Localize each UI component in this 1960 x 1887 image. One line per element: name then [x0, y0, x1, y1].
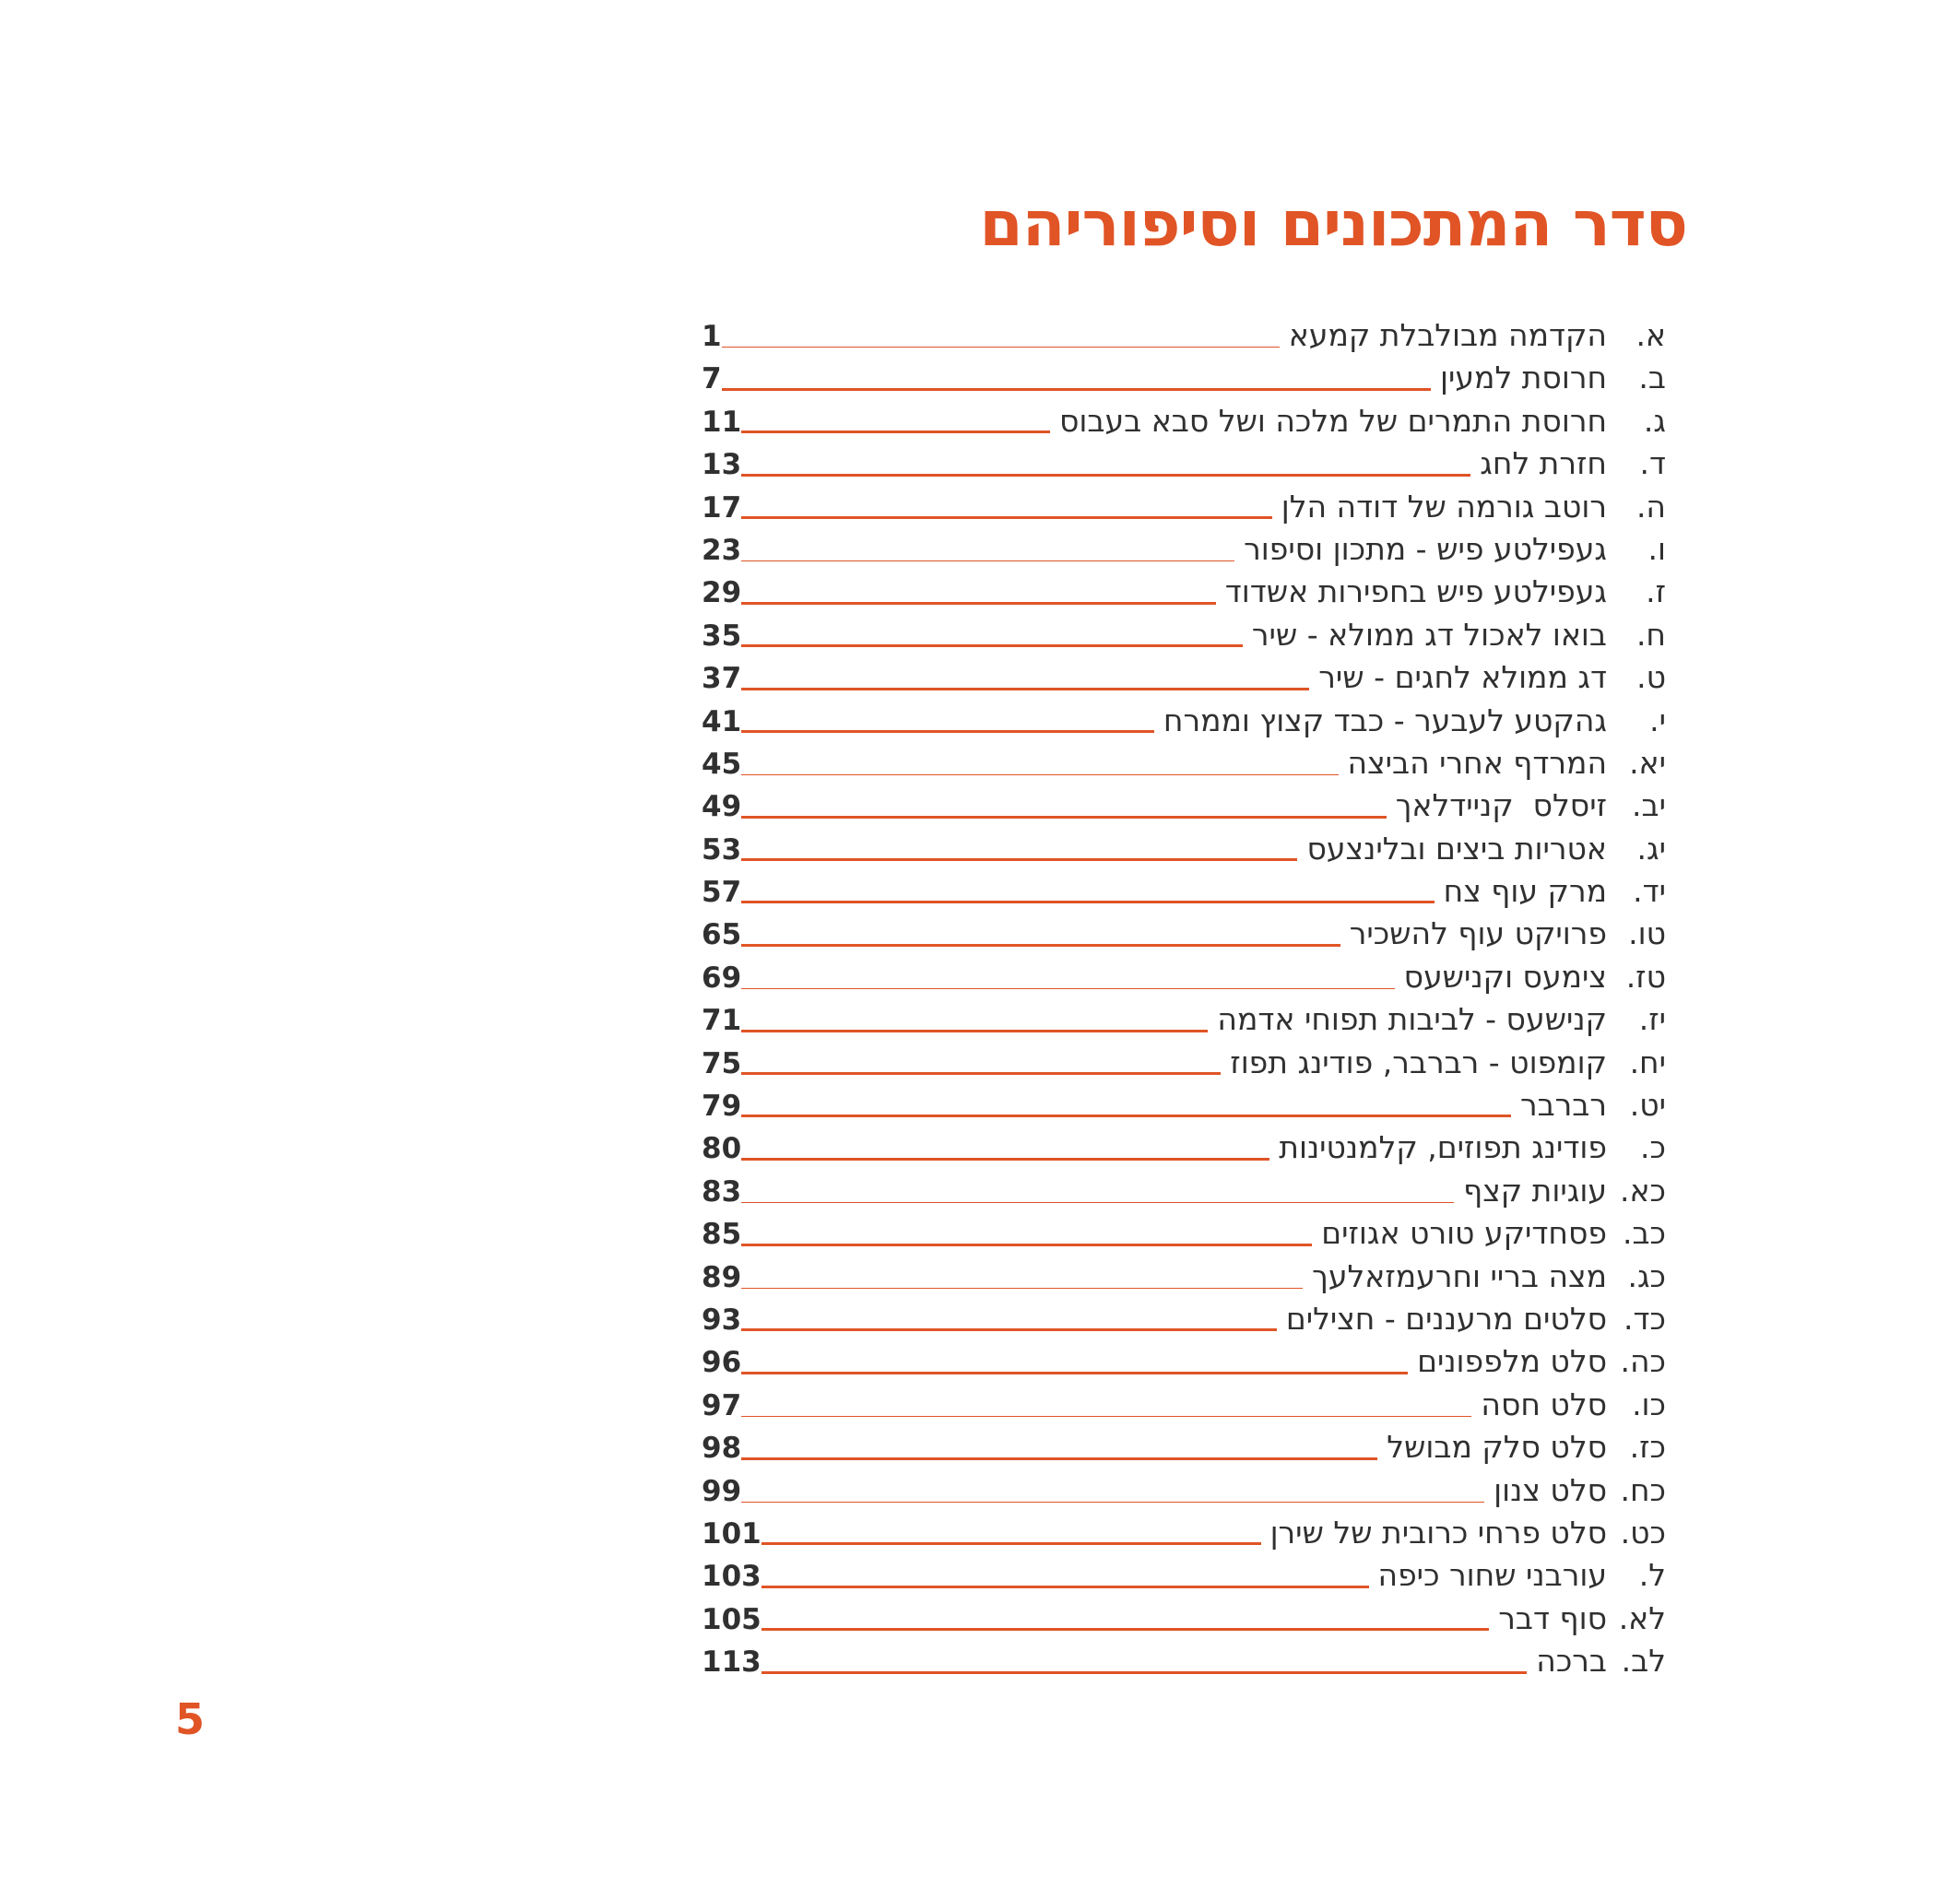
- toc-entry-page: 103: [702, 1560, 762, 1594]
- toc-row: [702, 1384, 1666, 1426]
- toc-entry-marker: כג.: [1627, 1257, 1666, 1294]
- toc-leader-line: [741, 516, 1272, 519]
- toc-row: [702, 913, 1666, 955]
- toc-entry-marker: טז.: [1625, 958, 1666, 995]
- toc-leader-line: [741, 1202, 1454, 1203]
- toc-entry-title: סלטים מרעננים - חצילים: [1285, 1300, 1607, 1337]
- toc-entry-title: סלט חסה: [1481, 1386, 1607, 1422]
- toc-entry-marker: כח.: [1620, 1471, 1666, 1508]
- toc-row: [702, 1126, 1666, 1169]
- toc-row: [702, 528, 1666, 571]
- toc-leader-line: [741, 1288, 1303, 1289]
- toc-leader-line: [741, 602, 1216, 605]
- toc-entry-marker: ט.: [1636, 659, 1666, 696]
- toc-leader-line: [741, 474, 1470, 477]
- toc-row: [702, 1426, 1666, 1468]
- toc-list: [702, 314, 1666, 1683]
- toc-entry-title: אטריות ביצים ובלינצעס: [1306, 830, 1607, 867]
- toc-entry-title: גהקטע לעבער - כבד קצוץ וממרח: [1163, 702, 1607, 738]
- toc-entry-title: בואו לאכול דג ממולא - שיר: [1251, 616, 1607, 653]
- toc-entry-page: 41: [702, 704, 742, 738]
- toc-entry-page: 75: [702, 1046, 742, 1080]
- toc-leader-line: [741, 1115, 1511, 1117]
- toc-entry-marker: יב.: [1632, 787, 1666, 824]
- toc-entry-marker: טו.: [1628, 915, 1666, 952]
- toc-row: [702, 486, 1666, 528]
- toc-leader-line: [741, 688, 1309, 690]
- toc-entry-title: חרוסת התמרים של מלכה ושל סבא בעבוס: [1059, 402, 1607, 439]
- toc-leader-line: [722, 388, 1431, 391]
- toc-leader-line: [741, 988, 1394, 989]
- toc-entry-marker: כו.: [1632, 1386, 1666, 1422]
- toc-entry-title: רוטב גורמה של דודה הלן: [1281, 488, 1607, 525]
- toc-entry-marker: יד.: [1633, 873, 1666, 910]
- toc-entry-marker: כה.: [1620, 1343, 1666, 1380]
- toc-leader-line: [722, 347, 1280, 348]
- toc-entry-marker: ז.: [1646, 573, 1666, 610]
- toc-entry-title: עורבני שחור כיפה: [1377, 1557, 1607, 1594]
- toc-row: [702, 357, 1666, 399]
- toc-entry-marker: כט.: [1620, 1514, 1666, 1551]
- toc-leader-line: [741, 901, 1435, 903]
- toc-leader-line: [741, 560, 1234, 561]
- toc-entry-title: מצה בריי וחרעמזאלעך: [1312, 1257, 1607, 1294]
- toc-row: [702, 870, 1666, 913]
- toc-entry-page: 99: [702, 1474, 742, 1508]
- toc-entry-title: עוגיות קצף: [1463, 1172, 1607, 1209]
- toc-leader-line: [741, 1072, 1221, 1075]
- toc-leader-line: [741, 730, 1154, 733]
- toc-entry-page: 80: [702, 1132, 742, 1166]
- toc-entry-page: 7: [702, 362, 722, 396]
- toc-row: [702, 1598, 1666, 1640]
- toc-entry-page: 23: [702, 533, 742, 567]
- toc-leader-line: [741, 858, 1297, 861]
- toc-row: [702, 442, 1666, 485]
- toc-entry-page: 17: [702, 490, 742, 525]
- toc-leader-line: [741, 1030, 1208, 1032]
- toc-entry-page: 57: [702, 876, 742, 910]
- toc-entry-title: סלט פרחי כרובית של שירן: [1269, 1514, 1607, 1551]
- toc-row: [702, 784, 1666, 827]
- toc-entry-marker: ח.: [1635, 616, 1666, 653]
- toc-entry-title: צימעס וקנישעס: [1403, 958, 1607, 995]
- toc-entry-title: סלט מלפפונים: [1417, 1343, 1607, 1380]
- toc-entry-page: 1: [702, 320, 722, 353]
- toc-row: [702, 314, 1666, 357]
- toc-leader-line: [741, 644, 1243, 647]
- toc-entry-title: הקדמה מבולבלת קמעא: [1288, 317, 1607, 353]
- toc-row: [702, 1469, 1666, 1512]
- toc-entry-page: 101: [702, 1516, 762, 1551]
- toc-entry-page: 29: [702, 576, 742, 610]
- toc-entry-page: 53: [702, 832, 742, 867]
- toc-entry-marker: ה.: [1635, 488, 1666, 525]
- toc-entry-marker: לא.: [1618, 1599, 1666, 1636]
- toc-entry-marker: יג.: [1636, 830, 1666, 867]
- toc-leader-line: [762, 1586, 1369, 1588]
- toc-entry-title: געפילטע פיש בחפירות אשדוד: [1224, 573, 1607, 610]
- toc-entry-page: 98: [702, 1432, 742, 1466]
- toc-row: [702, 828, 1666, 870]
- toc-entry-marker: כ.: [1640, 1129, 1666, 1166]
- toc-row: [702, 1340, 1666, 1383]
- toc-entry-marker: ל.: [1638, 1557, 1666, 1594]
- toc-entry-page: 89: [702, 1260, 742, 1294]
- toc-entry-marker: כד.: [1623, 1300, 1666, 1337]
- toc-entry-page: 45: [702, 747, 742, 781]
- toc-entry-marker: יא.: [1629, 744, 1666, 781]
- toc-entry-title: סלט צנון: [1494, 1471, 1607, 1508]
- toc-leader-line: [762, 1671, 1528, 1674]
- toc-entry-page: 93: [702, 1303, 742, 1337]
- toc-entry-title: המרדף אחרי הביצה: [1347, 744, 1607, 781]
- toc-entry-marker: כז.: [1629, 1429, 1666, 1466]
- footer-page-number: 5: [175, 1694, 206, 1744]
- toc-row: [702, 700, 1666, 742]
- toc-entry-marker: לב.: [1621, 1643, 1666, 1680]
- toc-entry-marker: א.: [1635, 317, 1666, 353]
- toc-row: [702, 1042, 1666, 1084]
- toc-leader-line: [741, 816, 1387, 819]
- toc-entry-title: קנישעס - לביבות תפוחי אדמה: [1217, 1001, 1607, 1038]
- toc-entry-page: 49: [702, 790, 742, 824]
- toc-entry-page: 79: [702, 1090, 742, 1124]
- toc-row: [702, 1170, 1666, 1212]
- toc-entry-page: 35: [702, 619, 742, 653]
- toc-entry-page: 11: [702, 405, 742, 439]
- toc-entry-page: 96: [702, 1346, 742, 1380]
- toc-entry-marker: יח.: [1629, 1044, 1666, 1080]
- toc-entry-title: פרויקט עוף להשכיר: [1349, 915, 1607, 952]
- toc-entry-page: 83: [702, 1174, 742, 1209]
- toc-entry-title: פסחדיקע טורט אגוזים: [1321, 1215, 1607, 1252]
- toc-entry-page: 37: [702, 662, 742, 696]
- toc-entry-title: מרק עוף צח: [1443, 873, 1607, 910]
- toc-entry-marker: כב.: [1622, 1215, 1666, 1252]
- toc-entry-title: חרוסת למעין: [1440, 360, 1607, 396]
- toc-entry-title: סוף דבר: [1498, 1599, 1607, 1636]
- toc-entry-marker: ג.: [1643, 402, 1666, 439]
- toc-leader-line: [741, 1457, 1377, 1460]
- toc-entry-marker: ו.: [1647, 530, 1666, 567]
- toc-row: [702, 998, 1666, 1041]
- toc-entry-title: זיסלס קניידלאך: [1395, 787, 1607, 824]
- toc-entry-page: 97: [702, 1388, 742, 1422]
- toc-entry-marker: יז.: [1638, 1001, 1666, 1038]
- toc-leader-line: [741, 774, 1338, 775]
- toc-leader-line: [741, 1158, 1269, 1161]
- toc-entry-title: סלט סלק מבושל: [1387, 1429, 1607, 1466]
- toc-entry-title: ברכה: [1536, 1643, 1607, 1680]
- toc-entry-page: 69: [702, 961, 742, 995]
- toc-entry-title: חזרת לחג: [1480, 445, 1607, 482]
- toc-leader-line: [741, 944, 1340, 947]
- toc-entry-marker: ד.: [1639, 445, 1666, 482]
- toc-entry-marker: ב.: [1638, 360, 1666, 396]
- toc-leader-line: [741, 1372, 1408, 1374]
- toc-row: [702, 1298, 1666, 1340]
- toc-entry-title: פודינג תפוזים, קלמנטינות: [1279, 1129, 1607, 1166]
- toc-row: [702, 614, 1666, 656]
- toc-entry-page: 105: [702, 1602, 762, 1636]
- toc-row: [702, 1512, 1666, 1554]
- toc-row: [702, 1554, 1666, 1597]
- toc-entry-page: 113: [702, 1645, 762, 1680]
- toc-row: [702, 656, 1666, 699]
- toc-entry-title: רברבר: [1519, 1087, 1607, 1124]
- toc-leader-line: [762, 1628, 1490, 1631]
- toc-entry-page: 85: [702, 1218, 742, 1252]
- page-title: סדר המתכונים וסיפוריהם: [979, 188, 1687, 261]
- toc-leader-line: [741, 1328, 1277, 1331]
- toc-entry-marker: כא.: [1620, 1172, 1666, 1209]
- toc-row: [702, 1256, 1666, 1298]
- toc-entry-page: 71: [702, 1004, 742, 1038]
- toc-leader-line: [741, 1502, 1484, 1503]
- toc-leader-line: [741, 430, 1050, 433]
- toc-entry-title: געפילטע פיש - מתכון וסיפור: [1244, 530, 1607, 567]
- toc-entry-marker: י.: [1649, 702, 1666, 738]
- toc-row: [702, 400, 1666, 442]
- toc-leader-line: [741, 1416, 1471, 1417]
- toc-row: [702, 571, 1666, 613]
- toc-entry-marker: יט.: [1629, 1087, 1666, 1124]
- toc-row: [702, 1084, 1666, 1126]
- toc-row: [702, 1212, 1666, 1255]
- toc-row: [702, 956, 1666, 998]
- toc-row: [702, 742, 1666, 784]
- toc-entry-page: 65: [702, 918, 742, 952]
- toc-entry-title: דג ממולא לחגים - שיר: [1318, 659, 1607, 696]
- toc-leader-line: [762, 1542, 1261, 1545]
- toc-leader-line: [741, 1244, 1312, 1246]
- toc-row: [702, 1640, 1666, 1682]
- toc-entry-page: 13: [702, 448, 742, 482]
- toc-entry-title: קומפוט - רברבר, פודינג תפוז: [1230, 1044, 1607, 1080]
